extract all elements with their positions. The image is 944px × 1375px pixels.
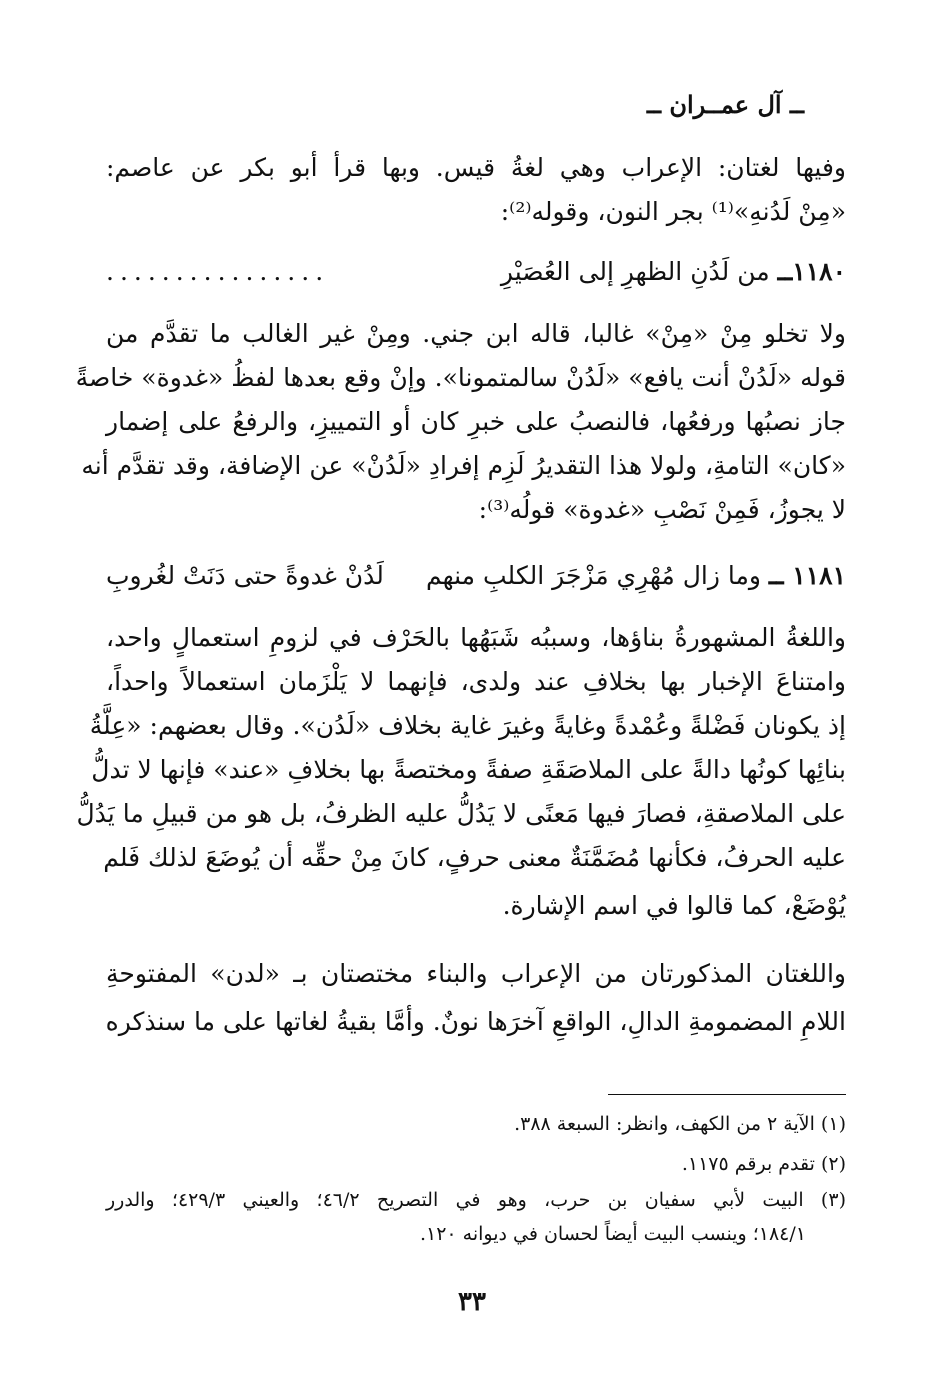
verse-1180-first-hemistich [501,252,846,292]
paragraph-3-line-6: عليه الحرفُ، فكأنها مُضَمَّنَةٌ معنى حرفٍ، كانَ مِنْ حقِّه أن يُوضَعَ لذلك فَلم [103,843,846,872]
paragraph-3-line-4: بنائِها كونُها دالةً على الملاصَقَةِ صفةً ومختصةً بها بخلافِ «عند» فإنها لا تدلُّ [91,755,846,784]
page-number: ٣٣ [458,1287,486,1317]
paragraph-1-line-1: وفيها لغتان: الإعراب وهي لغةُ قيس. وبها قرأ أبو بكر عن عاصم: [106,153,846,182]
verse-1180-text: من لَدُنِ الظهرِ إلى العُصَيْرِ [500,257,770,286]
verse-1181-text-1: وما زال مُهْرِي مَزْجَرَ الكلبِ منهم [425,561,761,590]
verse-1181-second-hemistich: لَدُنْ غدوةً حتى دَنَتْ لغُروبِ [106,561,384,590]
paragraph-2-line-2: قوله «لَدُنْ أنت يافع» «لَدُنْ سالمتمونا». وإنْ وقع بعدها لفظُ «غدوة» خاصةً [75,363,846,392]
verse-1180-number: ١١٨٠ــ [777,257,846,286]
paragraph-3-line-1: واللغةُ المشهورةُ بناؤها، وسببُه شَبَهُها بالحَرْف في لزومِ استعمالٍ واحد، [106,623,846,652]
footnote-3-line-2 [106,1220,846,1248]
paragraph-4-line-1: واللغتان المذكورتان من الإعراب والبناء مختصتان بـ «لدن» المفتوحةِ [106,959,846,988]
paragraph-2-line-5: لا يجوزُ، فَمِنْ نَصْبِ «غدوة» قولُه⁽³⁾: [478,495,846,524]
footnote-1: (١) الآية ٢ من الكهف، وانظر: السبعة ٣٨٨. [514,1113,846,1135]
paragraph-3-line-2: وامتناعَ الإخبار بها بخلافِ عند ولدى، فإنهما لا يَلْزَمان استعمالاً واحداً، [106,667,846,696]
footnote-2: (٢) تقدم برقم ١١٧٥. [681,1153,846,1175]
footnote-3-line-1: (٣) البيت لأبي سفيان بن حرب، وهو في التصريح ٤٦/٢؛ والعيني ٤٢٩/٣؛ والدرر [106,1189,846,1211]
verse-1181-number: ١١٨١ ــ [768,561,846,590]
verse-1180-ellipsis: ................ [106,257,330,286]
paragraph-3-line-5: على الملاصقةِ، فصارَ فيها مَعنًى لا يَدُلُّ عليه الظرفُ، بل هو من قبيلِ ما يَدُلُّ [76,799,846,828]
verse-1180 [106,252,846,292]
paragraph-1-line-2: «مِنْ لَدُنهِ»⁽¹⁾ بجر النون، وقوله⁽²⁾: [500,197,846,226]
footnote-3-line-2-text: ١٨٤/١؛ وينسب البيت أيضاً لحسان في ديوانه ١٢٠. [419,1223,806,1245]
paragraph-2-line-3: جاز نصبُها ورفعُها، فالنصبُ على خبرِ كان أو التمييزِ، والرفعُ على إضمار [106,407,846,436]
verse-1181 [106,556,846,596]
footnote-divider [608,1094,846,1095]
paragraph-2-line-1: ولا تخلو مِنْ «مِنْ» غالبا، قاله ابن جني. ومِنْ غير الغالب ما تقدَّم من [106,319,846,348]
running-header: ــ آل عمــران ــ [646,90,804,119]
verse-1181-first-hemistich [426,556,846,596]
paragraph-2-line-4: «كان» التامةِ، ولولا هذا التقديرُ لَزِم إفرادِ «لَدُنْ» عن الإضافة، وقد تقدَّم أنه [81,451,846,480]
paragraph-3-line-7: يُوْضَعْ، كما قالوا في اسم الإشارة. [502,891,846,920]
paragraph-4-line-2: اللامِ المضمومةِ الدالِ، الواقعِ آخرَها نونٌ. وأمَّا بقيةُ لغاتها على ما سنذكره [105,1007,846,1036]
paragraph-3-line-3: إذ يكونان فَضْلةً وعُمْدةً وغايةً وغيرَ غاية بخلاف «لَدُن». وقال بعضهم: «عِلَّةُ [89,711,846,740]
